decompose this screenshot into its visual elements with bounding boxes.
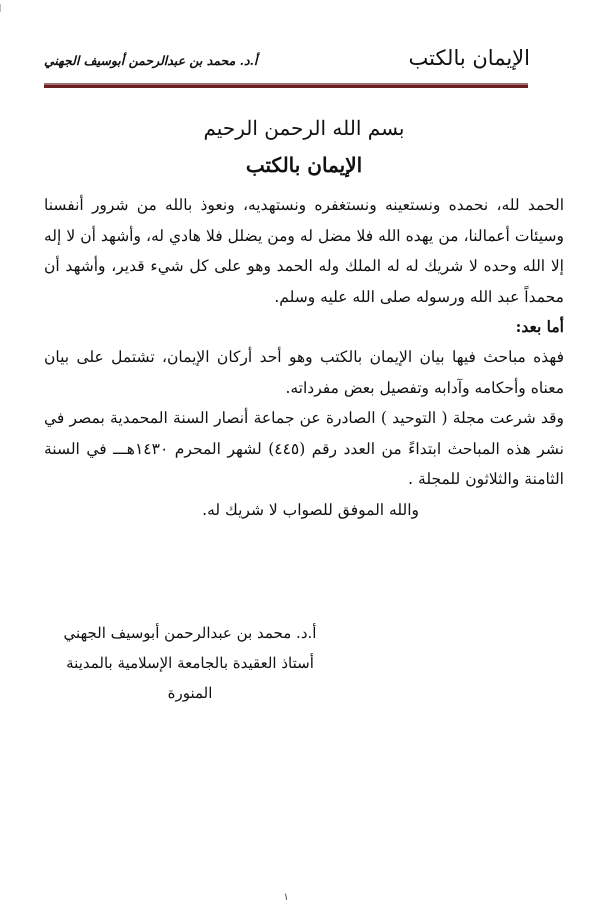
signature-name: أ.د. محمد بن عبدالرحمن أبوسيف الجهني <box>63 624 317 642</box>
running-author: أ.د. محمد بن عبدالرحمن أبوسيف الجهني <box>44 53 258 68</box>
document-body <box>44 112 564 525</box>
page-number: ١ <box>283 892 289 903</box>
running-title: الإيمان بالكتب <box>408 46 530 70</box>
author-signature <box>44 618 336 708</box>
body-paragraph: وقد شرعت مجلة ( التوحيد ) الصادرة عن جماعة أنصار السنة المحمدية بمصر في نشر هذه المباحث ابتداءً من العدد رقم (٤٤٥) لشهر المحرم ١٤٣٠هـــ في السنة الثامنة والثلاثون للمجلة . <box>44 409 564 488</box>
basmala: بسم الله الرحمن الرحيم <box>203 116 405 140</box>
body-paragraph: فهذه مباحث فيها بيان الإيمان بالكتب وهو أحد أركان الإيمان، تشتمل على بيان معناه وأحكامه وآدابه وتفصيل بعض مفرداته. <box>44 348 564 397</box>
header-divider-thick-line <box>44 85 528 88</box>
signature-role: أستاذ العقيدة بالجامعة الإسلامية بالمدينة المنورة <box>66 654 314 702</box>
opening-paragraph: الحمد لله، نحمده ونستعينه ونستغفره ونستهديه، ونعوذ بالله من شرور أنفسنا وسيئات أعمالنا، من يهده الله فلا مضل له ومن يضلل فلا هادي له، وأشهد أن لا إله إلا الله وحده لا شريك له له الملك وله الحمد وهو على كل شيء قدير، وأشهد أن محمداً عبد الله ورسوله صلى الله عليه وسلم. <box>44 196 564 306</box>
page-edge-mark <box>0 4 1 12</box>
closing-line: والله الموفق للصواب لا شريك له. <box>202 500 419 519</box>
section-heading: أما بعد: <box>515 317 564 336</box>
document-title: الإيمان بالكتب <box>245 153 363 177</box>
page-header <box>44 44 530 80</box>
header-divider <box>44 83 528 88</box>
